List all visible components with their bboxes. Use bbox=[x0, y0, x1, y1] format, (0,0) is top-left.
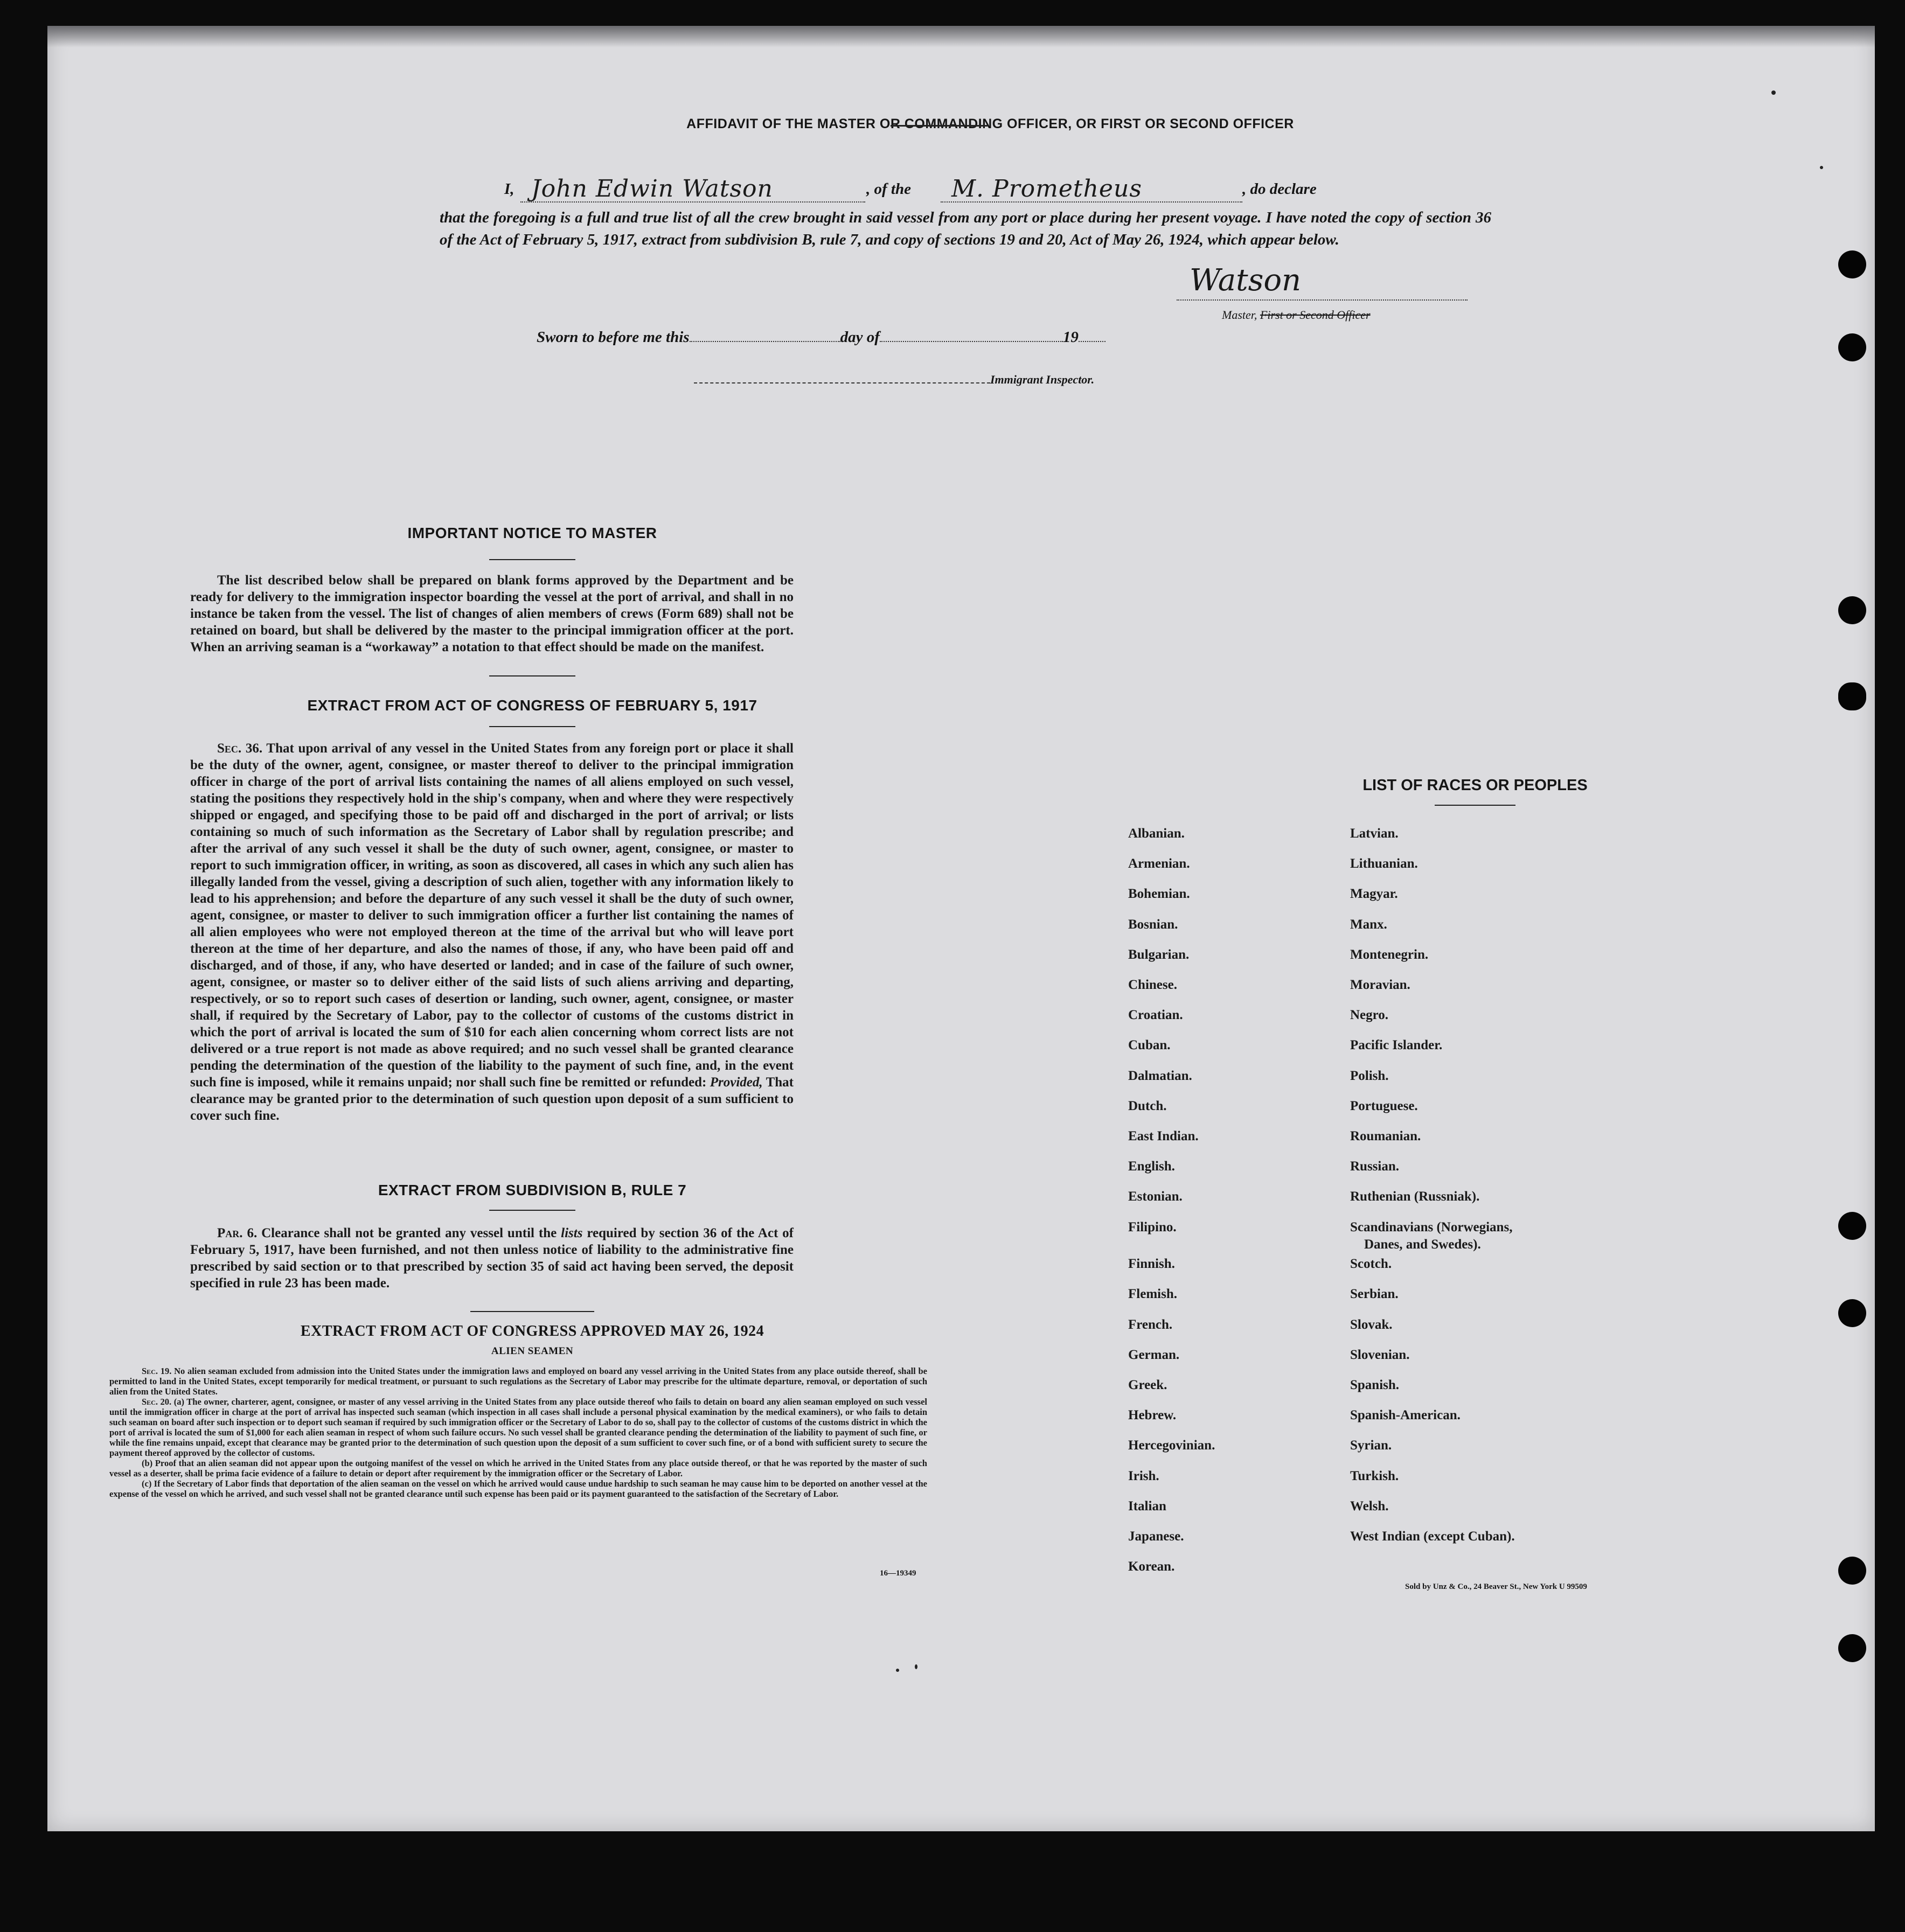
year-prefix: 19 bbox=[1062, 329, 1079, 346]
sworn-year-field bbox=[1079, 330, 1106, 342]
race-item: Hebrew. bbox=[1128, 1408, 1177, 1423]
affidavit-declaration bbox=[440, 176, 1496, 251]
rule7-end-divider bbox=[470, 1311, 594, 1312]
vessel-name: M. Prometheus bbox=[951, 175, 1142, 203]
master-signature: Watson bbox=[1190, 263, 1302, 298]
race-item: Serbian. bbox=[1350, 1287, 1399, 1302]
race-item: Slovak. bbox=[1350, 1317, 1393, 1332]
race-item: East Indian. bbox=[1128, 1129, 1199, 1143]
race-item: Magyar. bbox=[1350, 887, 1398, 902]
section-19-label: Sec. 19. bbox=[142, 1366, 172, 1376]
binder-hole bbox=[1838, 1557, 1866, 1585]
race-item: Japanese. bbox=[1128, 1529, 1184, 1544]
dust-speck bbox=[896, 1669, 899, 1672]
race-item: Roumanian. bbox=[1350, 1129, 1421, 1143]
paragraph-6-text bbox=[190, 1225, 794, 1292]
section-20c-text: (c) If the Secretary of Labor finds that deportation of the alien seaman on the vessel on which he arrived would cause undue hardship to such seaman he may cause him to be deported on another vessel at the expense of the vessel on which he arrived, and such vessel shall not be granted clearance until such expense has been paid or its payment guaranteed to the satisfaction of the Secretary of Labor. bbox=[109, 1478, 927, 1499]
day-of-label: day of bbox=[840, 329, 880, 346]
races-title: LIST OF RACES OR PEOPLES bbox=[1362, 777, 1588, 794]
i-label: I, bbox=[504, 180, 515, 198]
extract-1924-body bbox=[109, 1366, 927, 1499]
caption-struck-officer: First or Second Officer bbox=[1260, 308, 1371, 322]
race-item: Croatian. bbox=[1128, 1008, 1183, 1023]
race-item: Dalmatian. bbox=[1128, 1068, 1192, 1083]
race-item: Chinese. bbox=[1128, 978, 1177, 992]
races-divider bbox=[1435, 805, 1515, 806]
race-item: Latvian. bbox=[1350, 826, 1399, 841]
section-19-body: No alien seaman excluded from admission into the United States under the immigration laws and employed on board any vessel arriving in the United States from any place outside thereof, shall be permitted to land in the United States, except temporarily for medical treatment, or pursuant to such regulations as the Secretary of Labor may prescribe for the ultimate departure, removal, or deportation of such alien from the United States. bbox=[109, 1366, 927, 1397]
of-the-label: , of the bbox=[866, 180, 911, 198]
alien-seamen-subtitle: ALIEN SEAMEN bbox=[491, 1345, 574, 1357]
race-item: Irish. bbox=[1128, 1468, 1159, 1483]
race-item: Russian. bbox=[1350, 1159, 1400, 1174]
section-20a-body: (a) The owner, charterer, agent, consignee, or master of any vessel arriving in the United States from any place outside thereof who fails to detain on board any alien seaman employed on such vessel until the immigration officer in charge at the port of arrival has inspected such seaman (which inspection in all cases shall include a personal physical examination by the medical examiners), or who fails to detain such seaman on board after such inspection or to deport such seaman if required by such immigration officer or the Secretary of Labor to do so, shall pay to the collector of customs of the customs district in which the port of arrival is located the sum of $1,000 for each alien seaman in respect of whom such failure occurs. No such vessel shall be granted clearance pending the determination of the liability to payment of such fine, or while the fine remains unpaid, except that clearance may be granted prior to the determination of such question upon the deposit of a sum sufficient to cover such fine, or of a bond with sufficient surety to secure the payment thereof approved by the collector of customs. bbox=[109, 1397, 928, 1458]
signature-line bbox=[1177, 299, 1468, 301]
race-item: Estonian. bbox=[1128, 1189, 1183, 1204]
race-item: German. bbox=[1128, 1347, 1180, 1362]
rule7-title: EXTRACT FROM SUBDIVISION B, RULE 7 bbox=[378, 1182, 687, 1198]
race-item: Bosnian. bbox=[1128, 917, 1178, 932]
notice-title: IMPORTANT NOTICE TO MASTER bbox=[407, 525, 657, 541]
lists-word: lists bbox=[561, 1226, 583, 1240]
torn-top-edge bbox=[47, 26, 1875, 47]
race-item: Scotch. bbox=[1350, 1257, 1392, 1272]
section-36-body: That upon arrival of any vessel in the United States from any foreign port or place it shall be the duty of the owner, agent, consignee, or master thereof to deliver to the principal immigration officer in charge of the port of arrival lists containing the names of all aliens employed on such vessel, stating the positions they respectively hold in the ship's company, when and where they were respectively shipped or engaged, and specifying those to be paid off and discharged in the port of arrival; or lists containing so much of such information as the Secretary of Labor shall by regulation prescribe; and after the arrival of any such vessel it shall be the duty of such owner, agent, consignee, or master to report to such immigration officer, in writing, as soon as discovered, all cases in which any such alien has illegally landed from the vessel, giving a description of such alien, together with any information likely to lead to his apprehension; and before the departure of any such vessel it shall be the duty of such owner, agent, consignee, or master to deliver to such immigration officer a further list containing the names of all alien employees who were not employed thereon at the time of the arrival but who will leave port thereon at the time of her departure, and also the names of those, if any, who have been paid off and discharged, and of those, if any, who have deserted or landed; and in case of the failure of such owner, agent, consignee, or master so to deliver either of the said lists of such aliens arriving and departing, respectively, or so to report such cases of desertion or landing, such owner, agent, consignee, or master shall, if required by the Secretary of Labor, pay to the collector of customs of the customs district in which the port of arrival is located the sum of $10 for each alien concerning whom correct lists are not delivered or a true report is not made as above required; and no such vessel shall be granted clearance pending the determination of the question of the liability to the payment of such fine, and, in the event such fine is imposed, while it remains unpaid; nor shall such fine be remitted or refunded: bbox=[190, 741, 794, 1090]
dust-speck bbox=[1771, 90, 1776, 95]
notice-divider bbox=[489, 559, 575, 560]
race-item: Polish. bbox=[1350, 1068, 1389, 1083]
race-item: Finnish. bbox=[1128, 1257, 1175, 1272]
rule7-divider bbox=[489, 1210, 575, 1211]
race-item: Greek. bbox=[1128, 1377, 1167, 1392]
binder-hole bbox=[1838, 333, 1866, 361]
race-item: Slovenian. bbox=[1350, 1347, 1410, 1362]
race-item: Bohemian. bbox=[1128, 887, 1190, 902]
race-item: English. bbox=[1128, 1159, 1175, 1174]
race-item: Dutch. bbox=[1128, 1098, 1167, 1113]
binder-hole bbox=[1838, 1212, 1866, 1240]
sold-by-note: Sold by Unz & Co., 24 Beaver St., New York U 99509 bbox=[1405, 1582, 1587, 1591]
race-item: Pacific Islander. bbox=[1350, 1038, 1443, 1053]
notice-end-divider bbox=[489, 675, 575, 676]
binder-hole bbox=[1838, 1634, 1866, 1662]
extract-1917-title: EXTRACT FROM ACT OF CONGRESS OF FEBRUARY 5, 1917 bbox=[307, 697, 757, 714]
extract-1917-divider bbox=[489, 726, 575, 727]
race-item: Montenegrin. bbox=[1350, 947, 1429, 962]
race-item: Korean. bbox=[1128, 1559, 1175, 1574]
race-item: Cuban. bbox=[1128, 1038, 1171, 1053]
section-36-text bbox=[190, 740, 794, 1124]
race-item: Italian bbox=[1128, 1498, 1166, 1513]
inspector-caption: Immigrant Inspector. bbox=[990, 373, 1095, 386]
extract-1924-title: EXTRACT FROM ACT OF CONGRESS APPROVED MAY 26, 1924 bbox=[300, 1323, 764, 1340]
race-item: Hercegovinian. bbox=[1128, 1438, 1215, 1453]
vessel-name-field bbox=[941, 175, 1242, 203]
dust-speck bbox=[915, 1664, 917, 1669]
dust-speck bbox=[1820, 166, 1823, 169]
paragraph-6-body-end: required by section 36 of the Act of February 5, 1917, have been furnished, and not then unless notice of liability to the administrative fine prescribed by said section or to that prescribed by section 35 of said act having been served, the deposit specified in rule 23 has been made. bbox=[190, 1226, 794, 1291]
race-item: French. bbox=[1128, 1317, 1173, 1332]
form-number: 16—19349 bbox=[880, 1569, 916, 1578]
sworn-label: Sworn to before me this bbox=[537, 329, 690, 346]
race-item: Lithuanian. bbox=[1350, 856, 1418, 871]
paragraph-6-label: Par. 6. bbox=[217, 1226, 258, 1240]
race-item: Albanian. bbox=[1128, 826, 1185, 841]
affidavit-body: that the foregoing is a full and true list of all the crew brought in said vessel from any port or place during her present voyage. I have noted the copy of section 36 of the Act of February 5, 1917, extract from subdivision B, rule 7, and copy of sections 19 and 20, Act of May 26, 1924, which appear below. bbox=[440, 209, 1491, 248]
master-name: John Edwin Watson bbox=[531, 175, 773, 203]
race-item: Bulgarian. bbox=[1128, 947, 1190, 962]
section-36-label: Sec. 36. bbox=[217, 741, 263, 756]
sworn-month-field bbox=[880, 330, 1063, 342]
race-item: Portuguese. bbox=[1350, 1098, 1418, 1113]
race-item: Turkish. bbox=[1350, 1468, 1399, 1483]
race-item: Filipino. bbox=[1128, 1219, 1177, 1234]
caption-master: Master, bbox=[1222, 308, 1257, 322]
notice-body: The list described below shall be prepared on blank forms approved by the Department and be ready for delivery to the immigration inspector boarding the vessel at the port of arrival, and shall in no instance be taken from the vessel. The list of changes of alien members of crews (Form 689) shall not be retained on board, but shall be delivered by the master to the principal immigration officer at the port. When an arriving seaman is a “workaway” a notation to that effect should be made on the manifest. bbox=[190, 573, 794, 654]
binder-hole bbox=[1838, 682, 1866, 710]
inspector-signature-field bbox=[694, 374, 990, 383]
race-item: Negro. bbox=[1350, 1008, 1389, 1023]
race-item: Armenian. bbox=[1128, 856, 1190, 871]
race-item: Danes, and Swedes). bbox=[1364, 1237, 1481, 1252]
document-page bbox=[47, 26, 1875, 1831]
provided-word: Provided, bbox=[710, 1075, 763, 1090]
sworn-day-field bbox=[690, 330, 840, 342]
race-item: Spanish-American. bbox=[1350, 1408, 1461, 1423]
section-20b-text: (b) Proof that an alien seaman did not appear upon the outgoing manifest of the vessel on which he arrived in the United States from any place outside thereof, or that he was reported by the master of such vessel as a deserter, shall be prima facie evidence of a failure to detain or deport after requirement by the immigration officer or the Secretary of Labor. bbox=[109, 1458, 927, 1478]
race-item: Scandinavians (Norwegians, bbox=[1350, 1219, 1513, 1234]
section-36-body-end: That clearance may be granted prior to the determination of such question upon deposit of a sum sufficient to cover such fine. bbox=[190, 1075, 794, 1123]
section-19-text bbox=[109, 1366, 927, 1397]
affidavit-title: AFFIDAVIT OF THE MASTER OR COMMANDING OFFICER, OR FIRST OR SECOND OFFICER bbox=[686, 116, 1294, 131]
race-item: West Indian (except Cuban). bbox=[1350, 1529, 1515, 1544]
race-item: Moravian. bbox=[1350, 978, 1410, 992]
race-item: Spanish. bbox=[1350, 1377, 1400, 1392]
do-declare-label: , do declare bbox=[1242, 180, 1317, 198]
race-item: Welsh. bbox=[1350, 1498, 1389, 1513]
section-20-label: Sec. 20. bbox=[142, 1397, 172, 1407]
sworn-line bbox=[537, 329, 1106, 346]
section-20a-text bbox=[109, 1397, 927, 1458]
binder-hole bbox=[1838, 1299, 1866, 1327]
title-divider bbox=[891, 125, 988, 127]
master-name-field bbox=[520, 175, 865, 203]
race-item: Ruthenian (Russniak). bbox=[1350, 1189, 1480, 1204]
race-item: Manx. bbox=[1350, 917, 1387, 932]
race-item: Flemish. bbox=[1128, 1287, 1177, 1302]
signature-caption bbox=[1222, 308, 1371, 322]
race-item: Syrian. bbox=[1350, 1438, 1392, 1453]
paragraph-6-body: Clearance shall not be granted any vessel until the bbox=[261, 1226, 557, 1240]
binder-hole bbox=[1838, 250, 1866, 278]
inspector-line bbox=[694, 373, 1094, 387]
binder-hole bbox=[1838, 596, 1866, 624]
